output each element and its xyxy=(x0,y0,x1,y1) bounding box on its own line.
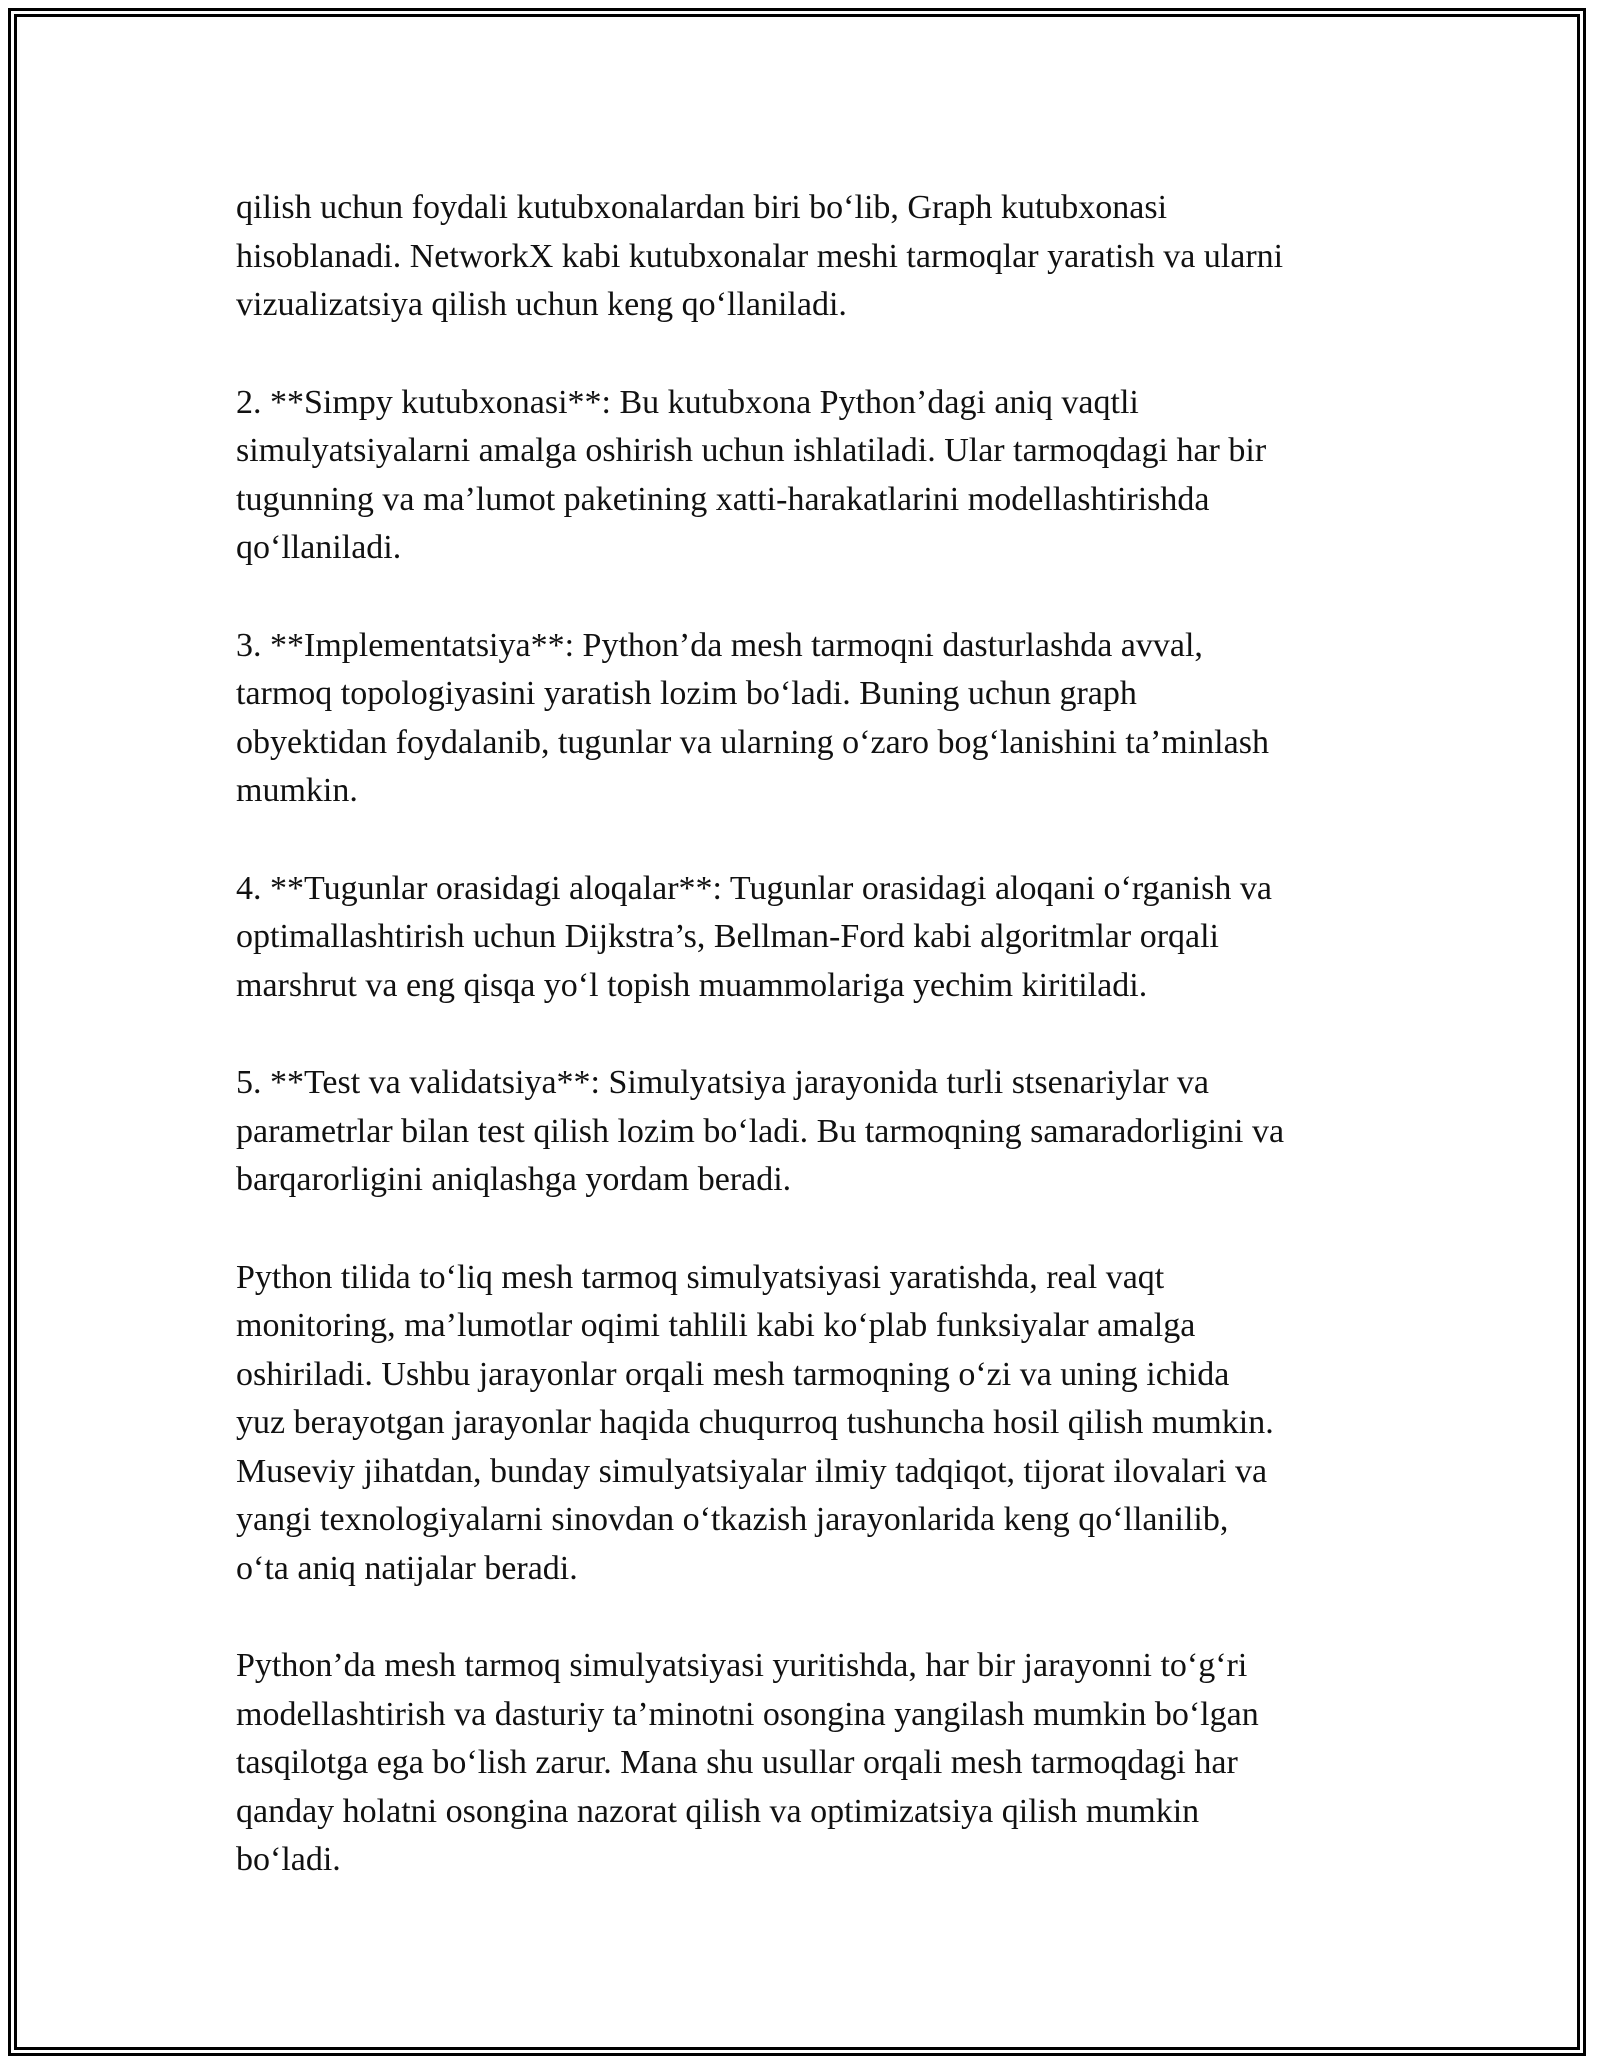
paragraph-full-simulation: Python tilida to‘liq mesh tarmoq simulyatsiyasi yaratishda, real vaqt monitoring, ma’lumotlar oqimi tahlili kabi ko‘plab funksiyalar amalga oshiriladi. Ushbu jarayonlar orqali mesh tarmoqning o‘zi va uning ichida yuz berayotgan jarayonlar haqida chuqurroq tushuncha hosil qilish mumkin. Museviy jihatdan, bunday simulyatsiyalar ilmiy tadqiqot, tijorat ilovalari va yangi texnologiyalarni sinovdan o‘tkazish jarayonlarida keng qo‘llanilib, o‘ta aniq natijalar beradi. xyxy=(236,1258,1274,1587)
document-body xyxy=(236,184,1376,1934)
paragraph-conclusion: Python’da mesh tarmoq simulyatsiyasi yuritishda, har bir jarayonni to‘g‘ri modellashtirish va dasturiy ta’minotni osongina yangilash mumkin bo‘lgan tasqilotga ega bo‘lish zarur. Mana shu usullar orqali mesh tarmoqdagi har qanday holatni osongina nazorat qilish va optimizatsiya qilish mumkin bo‘ladi. xyxy=(236,1647,1259,1878)
paragraph-graph-library: qilish uchun foydali kutubxonalardan biri bo‘lib, Graph kutubxonasi hisoblanadi. NetworkX kabi kutubxonalar meshi tarmoqlar yaratish va ularni vizualizatsiya qilish uchun keng qo‘llaniladi. xyxy=(236,189,1284,323)
paragraph-simpy-library: 2. **Simpy kutubxonasi**: Bu kutubxona Python’dagi aniq vaqtli simulyatsiyalarni amalga oshirish uchun ishlatiladi. Ular tarmoqdagi har bir tugunning va ma’lumot paketining xatti-harakatlarini modellashtirishda qo‘llaniladi. xyxy=(236,383,1267,566)
paragraph-implementation: 3. **Implementatsiya**: Python’da mesh tarmoqni dasturlashda avval, tarmoq topologiyasini yaratish lozim bo‘ladi. Buning uchun graph obyektidan foydalanib, tugunlar va ularning o‘zaro bog‘lanishini ta’minlash mumkin. xyxy=(236,626,1269,809)
paragraph-test-validation: 5. **Test va validatsiya**: Simulyatsiya jarayonida turli stsenariylar va parametrlar bilan test qilish lozim bo‘ladi. Bu tarmoqning samaradorligini va barqarorligini aniqlashga yordam beradi. xyxy=(236,1064,1285,1198)
paragraph-node-connections: 4. **Tugunlar orasidagi aloqalar**: Tugunlar orasidagi aloqani o‘rganish va optimallashtirish uchun Dijkstra’s, Bellman-Ford kabi algoritmlar orqali marshrut va eng qisqa yo‘l topish muammolariga yechim kiritiladi. xyxy=(236,869,1272,1004)
